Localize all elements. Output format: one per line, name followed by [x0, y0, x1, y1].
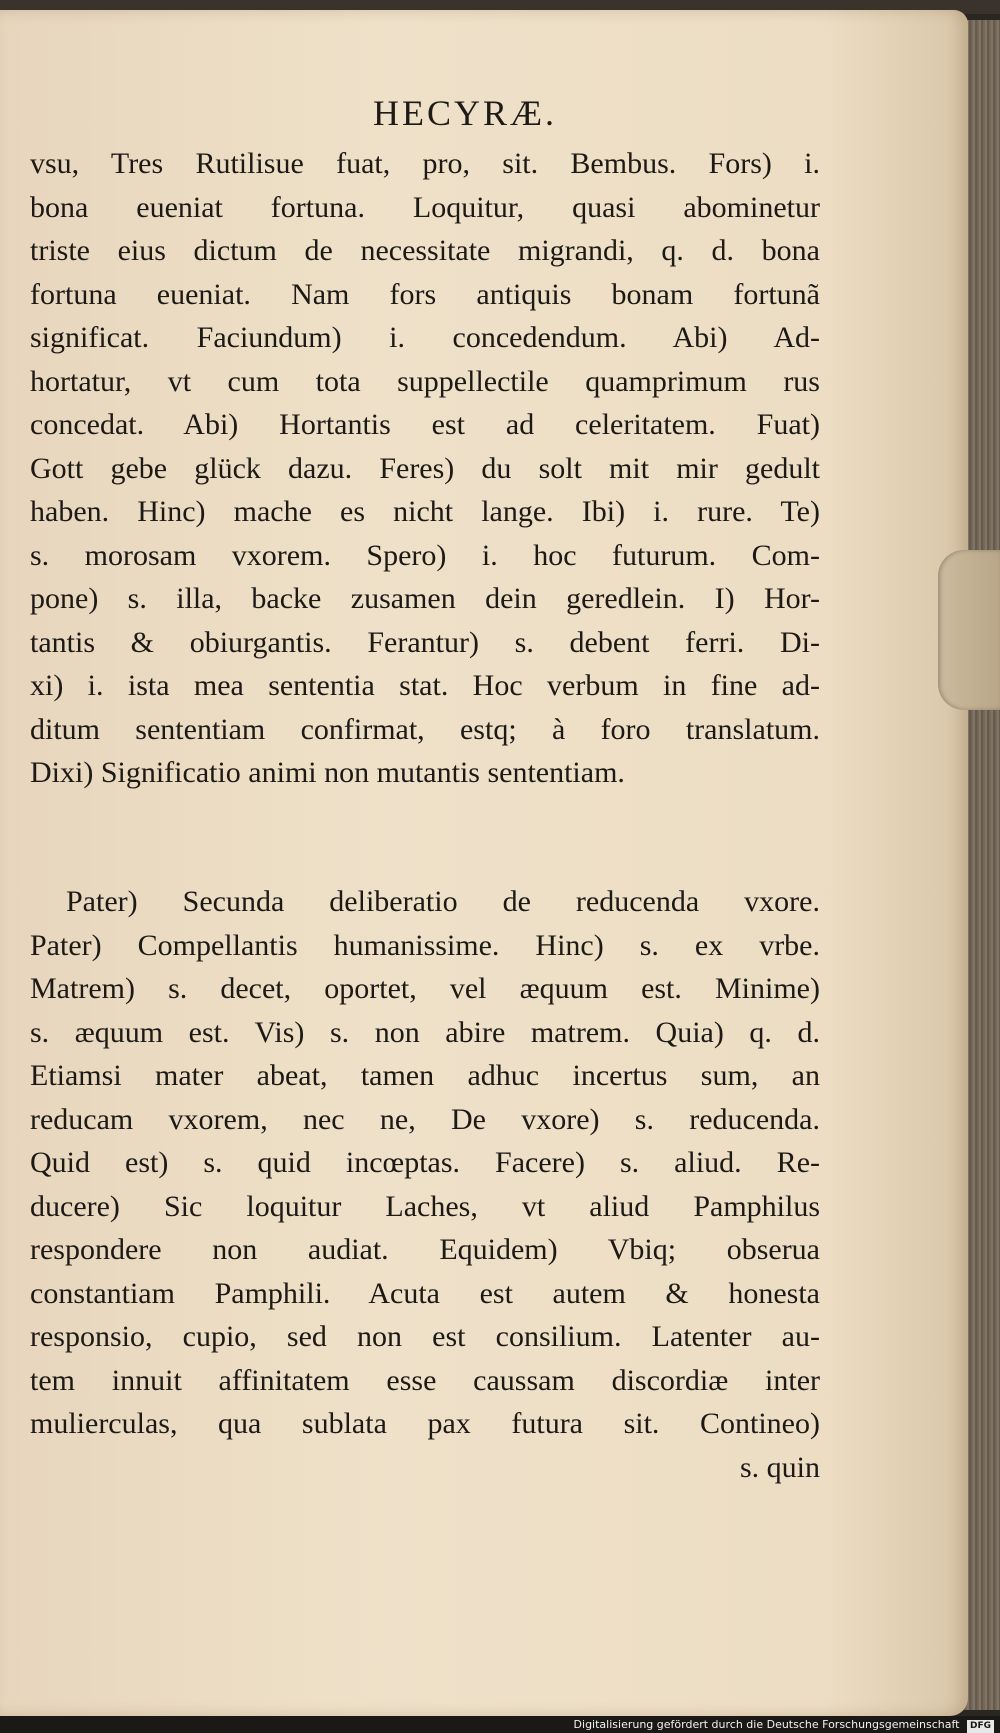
text-line: Quid est) s. quid incœptas. Facere) s. aliud. Re-	[30, 1146, 820, 1179]
text-line: Dixi) Significatio animi non mutantis sententiam.	[30, 756, 625, 789]
text-line: xi) i. ista mea sententia stat. Hoc verbum in fine ad-	[30, 669, 820, 702]
paragraph-1	[30, 142, 820, 795]
text-line: ditum sententiam confirmat, estq; à foro translatum.	[30, 712, 820, 746]
text-line: Pater) Compellantis humanissime. Hinc) s. ex vrbe.	[30, 928, 820, 962]
footer-credit: Digitalisierung gefördert durch die Deutsche Forschungsgemeinschaft	[573, 1718, 960, 1731]
text-line: fortuna eueniat. Nam fors antiquis bonam fortunã	[30, 277, 820, 311]
text-line: respondere non audiat. Equidem) Vbiq; obserua	[30, 1233, 820, 1266]
page-bookmark-tab	[938, 550, 1000, 710]
dfg-logo-badge: DFG	[967, 1720, 994, 1733]
text-line: Pater) Secunda deliberatio de reducenda vxore.	[66, 885, 820, 918]
text-line: tantis & obiurgantis. Ferantur) s. debent ferri. Di-	[30, 625, 820, 659]
text-line: s. æquum est. Vis) s. non abire matrem. Quia) q. d.	[30, 1015, 820, 1049]
catchword: s. quin	[739, 1450, 820, 1484]
running-head: HECYRÆ.	[372, 93, 558, 133]
text-line: mulierculas, qua sublata pax futura sit. Contineo)	[30, 1407, 820, 1440]
text-line: Etiamsi mater abeat, tamen adhuc incertus sum, an	[30, 1059, 820, 1092]
text-line: tem innuit affinitatem esse caussam discordiæ inter	[30, 1363, 820, 1397]
text-line: Matrem) s. decet, oportet, vel æquum est. Minime)	[30, 972, 820, 1005]
text-line: concedat. Abi) Hortantis est ad celeritatem. Fuat)	[30, 408, 820, 441]
text-line: significat. Faciundum) i. concedendum. Abi) Ad-	[30, 321, 820, 354]
text-line: ducere) Sic loquitur Laches, vt aliud Pamphilus	[30, 1189, 820, 1223]
paragraph-2	[30, 880, 820, 1489]
digitization-footer	[0, 1716, 1000, 1733]
text-line: triste eius dictum de necessitate migrandi, q. d. bona	[30, 234, 820, 267]
text-line: haben. Hinc) mache es nicht lange. Ibi) i. rure. Te)	[30, 495, 820, 528]
text-line: reducam vxorem, nec ne, De vxore) s. reducenda.	[30, 1102, 820, 1136]
text-line: Gott gebe glück dazu. Feres) du solt mit mir gedult	[30, 451, 820, 485]
text-line: responsio, cupio, sed non est consilium. Latenter au-	[30, 1320, 820, 1353]
text-line: s. morosam vxorem. Spero) i. hoc futurum. Com-	[30, 538, 820, 572]
text-line: vsu, Tres Rutilisue fuat, pro, sit. Bembus. Fors) i.	[30, 147, 820, 180]
text-line: pone) s. illa, backe zusamen dein geredlein. I) Hor-	[30, 582, 820, 615]
text-line: constantiam Pamphili. Acuta est autem & honesta	[30, 1276, 820, 1310]
text-line: bona eueniat fortuna. Loquitur, quasi abominetur	[30, 190, 820, 224]
text-line: hortatur, vt cum tota suppellectile quamprimum rus	[30, 364, 820, 398]
